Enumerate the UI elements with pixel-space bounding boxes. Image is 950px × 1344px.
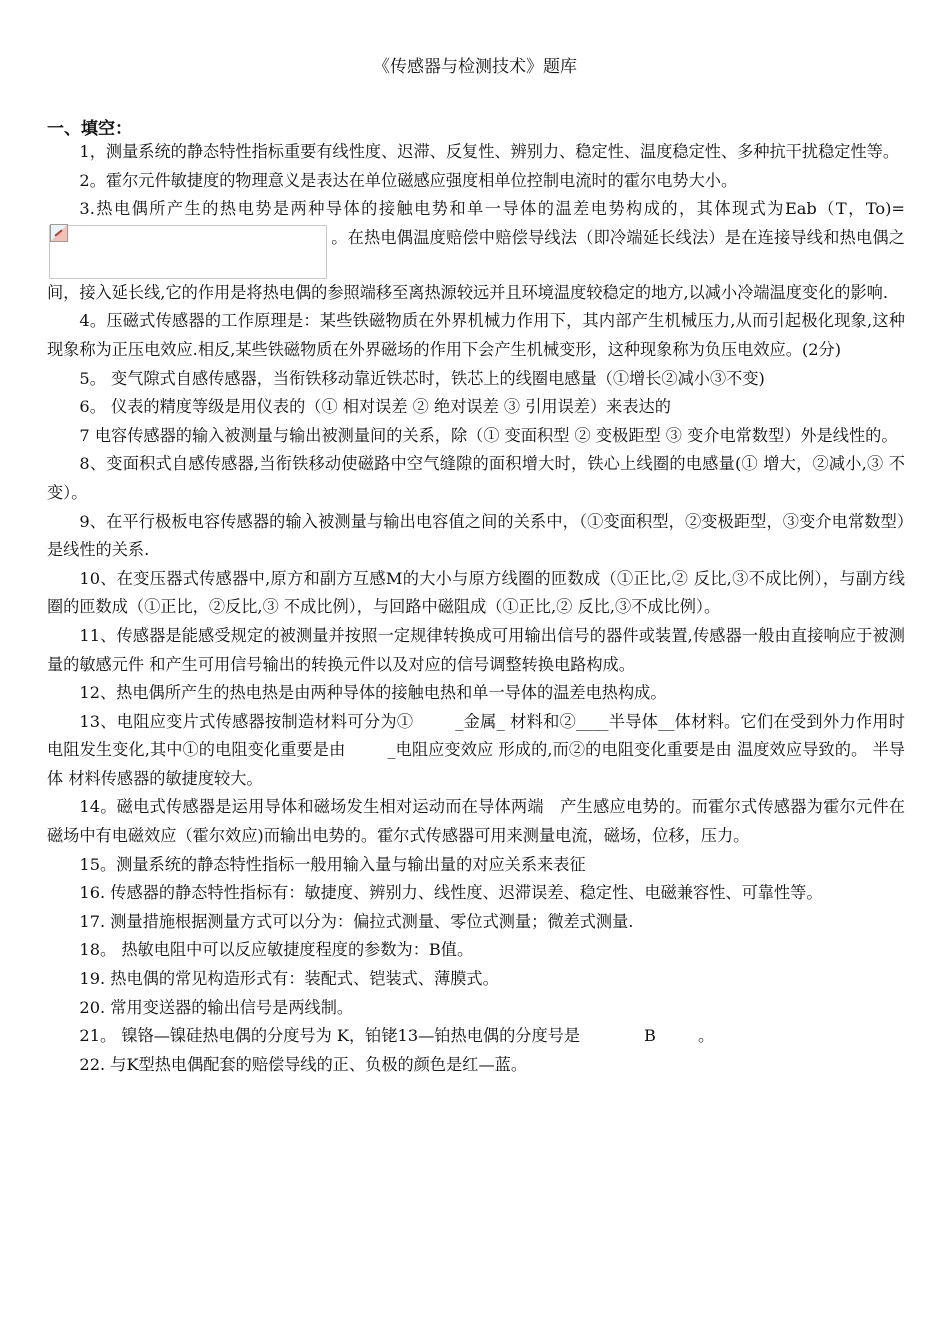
question-14: 14。磁电式传感器是运用导体和磁场发生相对运动而在导体两端 产生感应电势的。而霍尔式传感器为霍尔元件在磁场中有电磁效应（霍尔效应)而输出电势的。霍尔式传感器可用来测量电流，磁场，位移，压力。 [47,797,905,846]
question-13-part-c: _电阻应变效应 形成的,而②的电阻变化重要是由 温度效应导致的。 半导体 材料传感器的敏捷度较大。 [47,740,905,788]
question-21-part-a: 21。 镍铬—镍硅热电偶的分度号为 K，铂铑13—铂热电偶的分度号是 [79,1026,581,1046]
question-7: 7 电容传感器的输入被测量与输出被测量间的关系，除（① 变面积型 ② 变极距型 ③ 变介电常数型）外是线性的。 [79,425,898,445]
question-15: 15。测量系统的静态特性指标一般用输入量与输出量的对应关系来表征 [79,854,586,874]
question-21 [47,1022,905,1051]
question-16: 16. 传感器的静态特性指标有：敏捷度、辨别力、线性度、迟滞误差、稳定性、电磁兼容性、可靠性等。 [79,883,823,903]
question-13-part-a: 13、电阻应变片式传感器按制造材料可分为① [79,711,414,731]
question-22: 22. 与K型热电偶配套的赔偿导线的正、负极的颜色是红—蓝。 [79,1054,528,1074]
question-1: 1，测量系统的静态特性指标重要有线性度、迟滞、反复性、辨别力、稳定性、温度稳定性、多种抗干扰稳定性等。 [79,142,900,161]
question-5: 5。 变气隙式自感传感器，当衔铁移动靠近铁芯时，铁芯上的线圈电感量（①增长②减小③不变) [79,368,765,388]
question-10: 10、在变压器式传感器中,原方和副方互感M的大小与原方线圈的匝数成（①正比,② 反比,③不成比例），与副方线圈的匝数成（①正比，②反比,③ 不成比例），与回路中磁阻成（①正比,② 反比,③不成比例）。 [47,568,905,617]
formula-image-placeholder [49,225,327,279]
question-list [47,138,905,1079]
question-12: 12、热电偶所产生的热电热是由两种导体的接触电热和单一导体的温差电热构成。 [79,683,667,703]
question-3 [47,195,905,307]
question-21-part-c: 。 [697,1026,715,1046]
question-4: 4。压磁式传感器的工作原理是：某些铁磁物质在外界机械力作用下，其内部产生机械压力,从而引起极化现象,这种现象称为正压电效应.相反,某些铁磁物质在外界磁场的作用下会产生机械变形，这种现象称为负压电效应。(2分) [47,311,905,359]
question-8: 8、变面积式自感传感器,当衔铁移动使磁路中空气缝隙的面积增大时，铁心上线圈的电感量(① 增大，②减小,③ 不变）。 [47,454,905,502]
question-3-part-b: 。在热电偶温度赔偿中赔偿导线法（即冷端延长线法）是在连接导线和热电偶之间，接入延长线,它的作用是将热电偶的参照端移至离热源较远并且环境温度较稳定的地方,以减小冷端温度变化的影响. [47,227,905,302]
question-20: 20. 常用变送器的输出信号是两线制。 [79,997,354,1017]
question-17: 17. 测量措施根据测量方式可以分为：偏拉式测量、零位式测量；微差式测量. [79,911,634,931]
section-heading: 一、填空： [47,119,132,139]
question-2: 2。霍尔元件敏捷度的物理意义是表达在单位磁感应强度相单位控制电流时的霍尔电势大小。 [79,170,738,190]
question-11: 11、传感器是能感受规定的被测量并按照一定规律转换成可用输出信号的器件或装置,传感器一般由直接响应于被测量的敏感元件 和产生可用信号输出的转换元件以及对应的信号调整转换电路构成。 [47,625,905,674]
question-21-answer: B [644,1026,656,1046]
question-18: 18。 热敏电阻中可以反应敏捷度程度的参数为：B值。 [79,940,474,960]
question-9: 9、在平行极板电容传感器的输入被测量与输出电容值之间的关系中，（①变面积型，②变极距型，③变介电常数型）是线性的关系. [47,511,905,560]
question-19: 19. 热电偶的常见构造形式有：装配式、铠装式、薄膜式。 [79,969,499,989]
document-title: 《传感器与检测技术》题库 [373,57,577,77]
broken-image-icon [50,224,68,242]
question-13-part-b: _金属_ 材料和②____半导体__体材料。它们在受到外力作用时电阻发生变化,其中①的电阻变化重要是由 [47,711,905,760]
question-3-part-a: 3.热电偶所产生的热电势是两种导体的接触电势和单一导体的温差电势构成的，其体现式为Eab（T，To)= [79,199,905,219]
question-13 [47,708,905,794]
question-6: 6。 仪表的精度等级是用仪表的（① 相对误差 ② 绝对误差 ③ 引用误差）来表达的 [79,397,671,417]
